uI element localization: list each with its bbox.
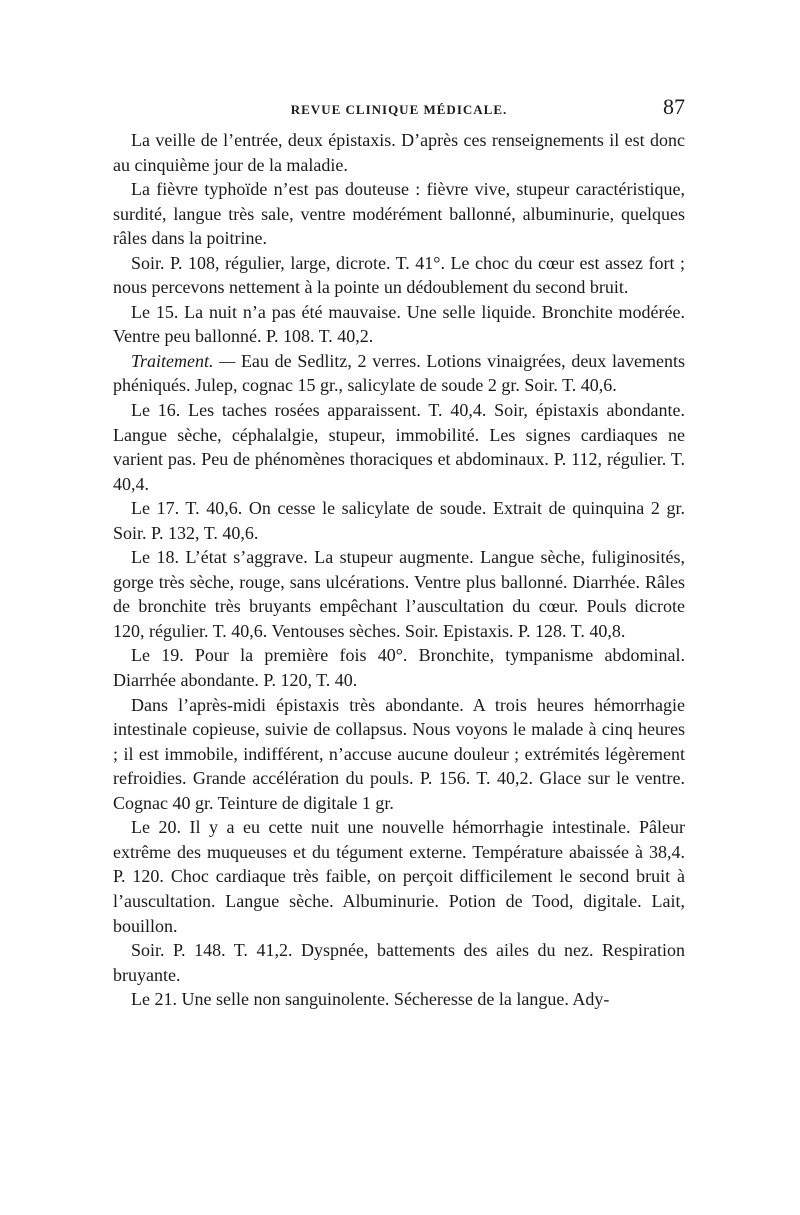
paragraph-1: La veille de l’entrée, deux épistaxis. D’après ces renseignements il est donc au cinquième jour de la maladie. bbox=[113, 130, 685, 175]
paragraph-3: Soir. P. 108, régulier, large, dicrote. T. 41°. Le choc du cœur est assez fort ; nous percevons nettement à la pointe un dédoublement du second bruit. bbox=[113, 252, 685, 298]
treatment-text: Eau de Sedlitz, 2 verres. Lotions vinaigrées, deux lavements phéniqués. Julep, cognac 15 gr., salicylate de soude 2 gr. Soir. T. 40,6. bbox=[113, 350, 685, 396]
body-text bbox=[113, 128, 685, 1012]
paragraph-11: Le 20. Il y a eu cette nuit une nouvelle hémorrhagie intestinale. Pâleur extrême des muqueuses et du tégument externe. Température abaissée à 38,4. P. 120. Choc cardiaque très faible, on perçoit difficilement le second bruit à l’auscultation. Langue sèche. Albuminurie. Potion de Tood, digitale. Lait, bouillon. bbox=[113, 817, 685, 936]
paragraph-8: Le 18. L’état s’aggrave. La stupeur augmente. Langue sèche, fuliginosités, gorge très sèche, rouge, sans ulcérations. Ventre plus ballonné. Diarrhée. Râles de bronchite très bruyants empêchant l’auscultation du cœur. Pouls dicrote 120, régulier. T. 40,6. Ventouses sèches. Soir. Epistaxis. P. 128. T. 40,8. bbox=[113, 547, 685, 641]
paragraph-6: Le 16. Les taches rosées apparaissent. T. 40,4. Soir, épistaxis abondante. Langue sèche, céphalalgie, stupeur, immobilité. Les signes cardiaques ne varient pas. Peu de phénomènes thoraciques et abdominaux. P. 112, régulier. T. 40,4. bbox=[113, 400, 685, 494]
paragraph-7: Le 17. T. 40,6. On cesse le salicylate de soude. Extrait de quinquina 2 gr. Soir. P. 132, T. 40,6. bbox=[113, 498, 685, 543]
paragraph-12: Soir. P. 148. T. 41,2. Dyspnée, battements des ailes du nez. Respiration bruyante. bbox=[113, 940, 685, 985]
paragraph-5 bbox=[113, 349, 685, 398]
running-title: REVUE CLINIQUE MÉDICALE. bbox=[290, 102, 508, 117]
page-number: 87 bbox=[663, 94, 685, 119]
treatment-label: Traitement. — bbox=[131, 350, 236, 371]
paragraph-2: La fièvre typhoïde n’est pas douteuse : fièvre vive, stupeur caractéristique, surdité, langue très sale, ventre modérément ballonné, albuminurie, quelques râles dans la poitrine. bbox=[113, 179, 685, 249]
page-header bbox=[113, 94, 685, 128]
paragraph-10: Dans l’après-midi épistaxis très abondante. A trois heures hémorrhagie intestinale copieuse, suivie de collapsus. Nous voyons le malade à cinq heures ; il est immobile, indifférent, n’accuse aucune douleur ; extrémités légèrement refroidies. Grande accélération du pouls. P. 156. T. 40,2. Glace sur le ventre. Cognac 40 gr. Teinture de digitale 1 gr. bbox=[113, 694, 685, 813]
document-page bbox=[113, 94, 685, 1012]
paragraph-4: Le 15. La nuit n’a pas été mauvaise. Une selle liquide. Bronchite modérée. Ventre peu ballonné. P. 108. T. 40,2. bbox=[113, 301, 685, 347]
paragraph-13: Le 21. Une selle non sanguinolente. Sécheresse de la langue. Ady- bbox=[131, 989, 610, 1010]
paragraph-9: Le 19. Pour la première fois 40°. Bronchite, tympanisme abdominal. Diarrhée abondante. P. 120, T. 40. bbox=[113, 645, 685, 691]
